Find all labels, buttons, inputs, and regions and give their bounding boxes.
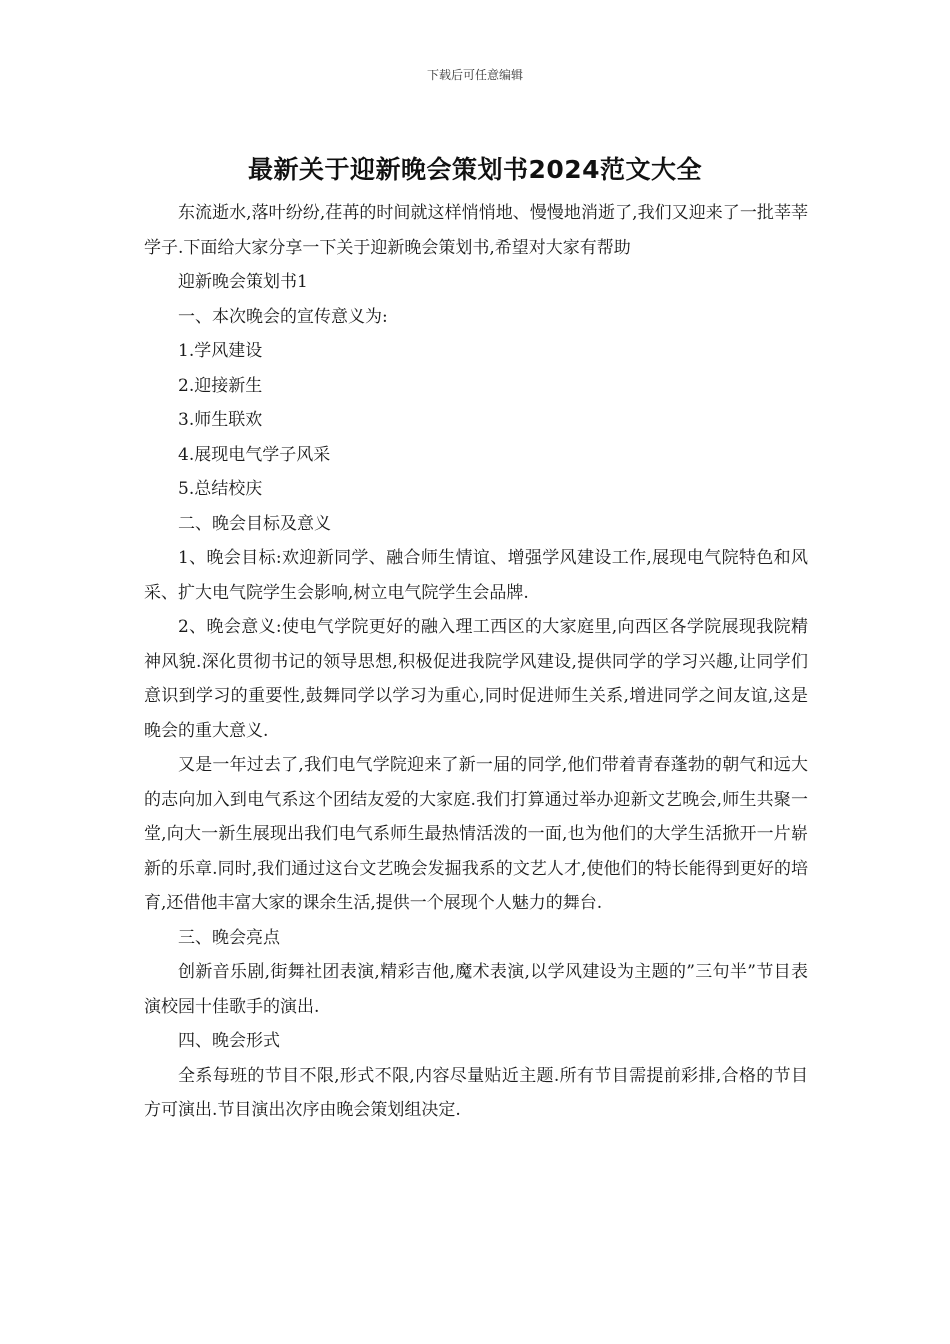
section-heading: 四、晚会形式 [178,1031,280,1051]
section-heading: 迎新晚会策划书1 [178,272,308,292]
list-item: 4.展现电气学子风采 [178,444,331,465]
document-title: 最新关于迎新晚会策划书2024范文大全 [247,155,703,184]
body-paragraph: 2、晚会意义:使电气学院更好的融入理工西区的大家庭里,向西区各学院展现我院精神风貌.深化贯彻书记的领导思想,积极促进我院学风建设,提供同学的学习兴趣,让同学们意识到学习的重要性,鼓舞同学以学习为重心,同时促进师生关系,增进同学之间友谊,这是晚会的重大意义. [144,617,808,741]
list-item: 1.学风建设 [178,341,263,361]
body-paragraph: 1、晚会目标:欢迎新同学、融合师生情谊、增强学风建设工作,展现电气院特色和风采、扩大电气院学生会影响,树立电气院学生会品牌. [144,548,808,603]
intro-paragraph: 东流逝水,落叶纷纷,荏苒的时间就这样悄悄地、慢慢地消逝了,我们又迎来了一批莘莘学子.下面给大家分享一下关于迎新晚会策划书,希望对大家有帮助 [144,203,808,258]
list-item: 5.总结校庆 [178,479,263,499]
list-item: 3.师生联欢 [178,410,263,430]
body-paragraph: 全系每班的节目不限,形式不限,内容尽量贴近主题.所有节目需提前彩排,合格的节目方可演出.节目演出次序由晚会策划组决定. [144,1065,808,1120]
section-heading: 二、晚会目标及意义 [178,513,331,534]
section-heading: 一、本次晚会的宣传意义为: [178,306,388,327]
list-item: 2.迎接新生 [178,375,263,396]
section-heading: 三、晚会亮点 [178,927,280,948]
body-paragraph: 又是一年过去了,我们电气学院迎来了新一届的同学,他们带着青春蓬勃的朝气和远大的志向加入到电气系这个团结友爱的大家庭.我们打算通过举办迎新文艺晚会,师生共聚一堂,向大一新生展现出我们电气系师生最热情活泼的一面,也为他们的大学生活掀开一片崭新的乐章.同时,我们通过这台文艺晚会发掘我系的文艺人才,使他们的特长能得到更好的培育,还借他丰富大家的课余生活,提供一个展现个人魅力的舞台. [144,755,808,913]
document-body [144,196,808,1128]
body-paragraph: 创新音乐剧,街舞社团表演,精彩吉他,魔术表演,以学风建设为主题的”三句半”节目表演校园十佳歌手的演出. [144,962,808,1017]
header-note: 下载后可任意编辑 [426,68,523,82]
